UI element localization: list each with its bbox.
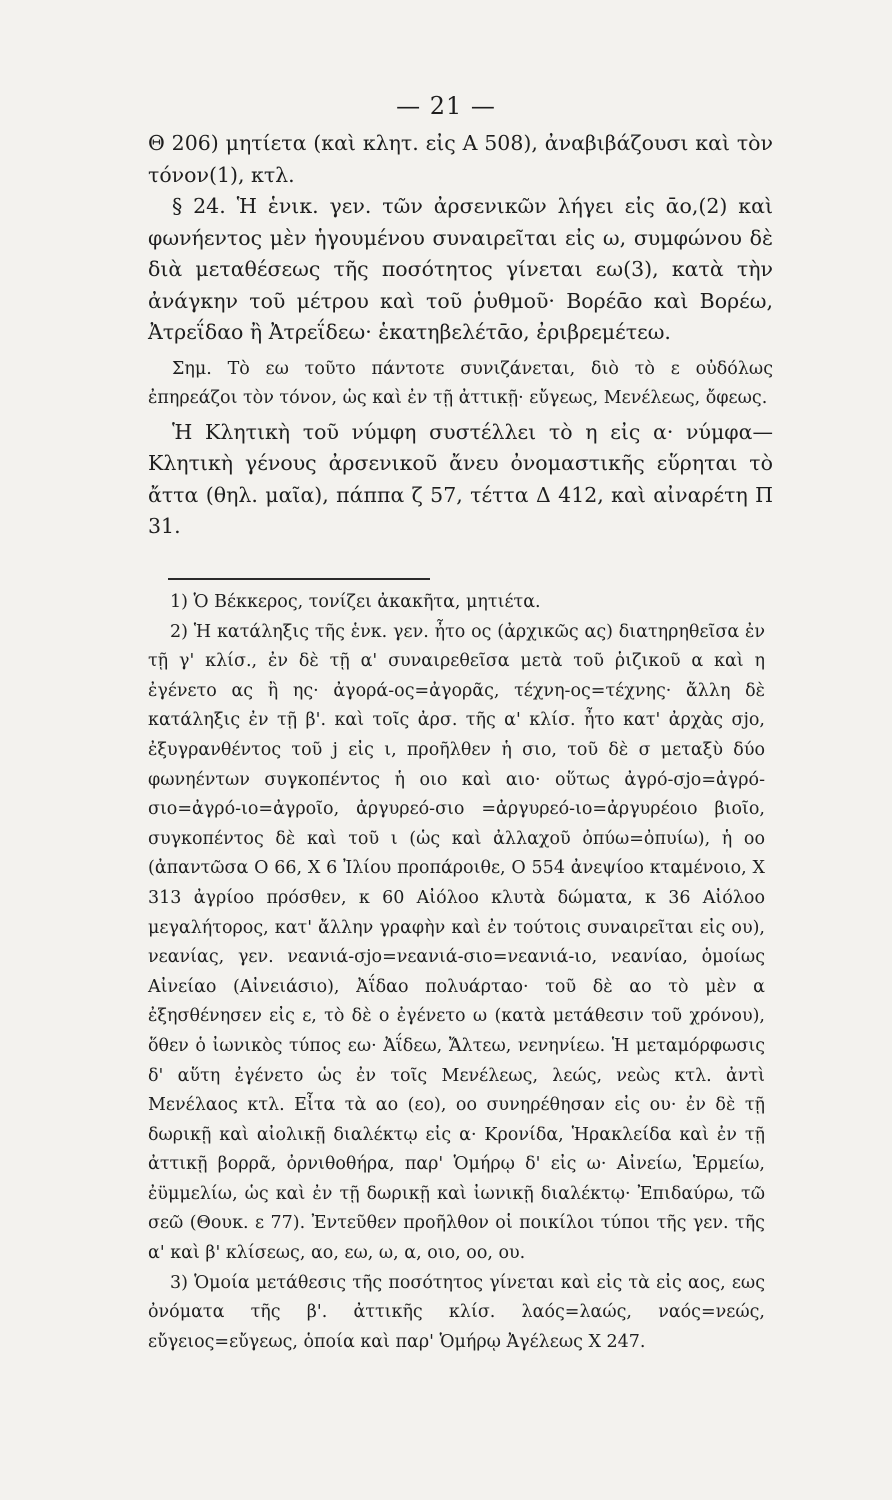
paragraph-vocative: Ἡ Κλητικὴ τοῦ νύμφη συστέλλει τὸ η εἰς α· νύμφα—Κλητικὴ γένους ἀρσενικοῦ ἄνευ ὀνομαστικῆς εὕρηται τὸ ἄττα (θηλ. μαῖα), πάππα ζ 57, τέττα Δ 412, καὶ αἰναρέτη Π 31. (148, 419, 773, 538)
paragraph-continuation: Θ 206) μητίετα (καὶ κλητ. εἰς Α 508), ἀναβιβάζουσι καὶ τὸν τόνον(1), κτλ. (148, 131, 773, 187)
footnote-3: 3) Ὁμοία μετάθεσις τῆς ποσότητος γίνεται καὶ εἰς τὰ εἰς αος, εως ὀνόματα τῆς β'. ἀττικῆς κλίσ. λαός=λαώς, ναός=νεώς, εὔγειος=εὔγεως, ὁποία καὶ παρ' Ὁμήρῳ Ἀγέλεως Χ 247. (148, 1272, 765, 1352)
page-number: — 21 — (396, 92, 496, 120)
footnote-1: 1) Ὁ Βέκκερος, τονίζει ἀκακῆτα, μητιέτα. (170, 592, 541, 612)
remark-paragraph: Σημ. Τὸ εω τοῦτο πάντοτε συνιζάνεται, διὸ τὸ ε οὐδόλως ἐπηρεάζοι τὸν τόνον, ὡς καὶ ἐν τῇ ἀττικῇ· εὔγεως, Μενέλεως, ὄφεως. (148, 358, 773, 408)
paragraph-section-24: § 24. Ἡ ἑνικ. γεν. τῶν ἀρσενικῶν λήγει εἰς ᾱο,(2) καὶ φωνήεντος μὲν ἡγουμένου συναιρεῖται εἰς ω, συμφώνου δὲ διὰ μεταθέσεως τῆς ποσότητος γίνεται εω(3), κατὰ τὴν ἀνάγκην τοῦ μέτρου καὶ τοῦ ῥυθμοῦ· Βορέᾱο καὶ Βορέω, Ἀτρεΐδαο ἢ Ἀτρεΐδεω· ἑκατηβελέτᾱο, ἐριβρεμέτεω. (148, 194, 773, 344)
footnote-rule (168, 578, 430, 580)
footnote-2: 2) Ἡ κατάληξις τῆς ἑνκ. γεν. ἦτο ος (ἀρχικῶς ας) διατηρηθεῖσα ἐν τῇ γ' κλίσ., ἐν δὲ τῇ α' συναιρεθεῖσα μετὰ τοῦ ῥιζικοῦ α καὶ η ἐγένετο ας ἢ ης· ἀγορά-ος=ἀγορᾶς, τέχνη-ος=τέχνης· ἄλλη δὲ κατάληξις ἐν τῇ β'. καὶ τοῖς ἀρσ. τῆς α' κλίσ. ἦτο κατ' ἀρχὰς σjο, ἐξυγρανθέντος τοῦ j εἰς ι, προῆλθεν ἡ σιο, τοῦ δὲ σ μεταξὺ δύο φωνηέντων συγκοπέντος ἡ οιο καὶ αιο· οὕτως ἀγρό-σjο=ἀγρό-σιο=ἀγρό-ιο=ἀγροῖο, ἀργυρεό-σιο =ἀργυρεό-ιο=ἀργυρέοιο βιοῖο, συγκοπέντος δὲ καὶ τοῦ ι (ὡς καὶ ἀλλαχοῦ ὀπύω=ὀπυίω), ἡ οο (ἀπαντῶσα Ο 66, Χ 6 Ἰλίου προπάροιθε, Ο 554 ἀνεψίοο κταμένοιο, Χ 313 ἀγρίοο πρόσθεν, κ 60 Αἰόλοο κλυτὰ δώματα, κ 36 Αἰόλοο μεγαλήτορος, κατ' ἄλλην γραφὴν καὶ ἐν τούτοις συναιρεῖται εἰς ου), νεανίας, γεν. νεανιά-σjο=νεανιά-σιο=νεανιά-ιο, νεανίαο, ὁμοίως Αἰνείαο (Αἰνειάσιο), Ἀΐδαο πολυάρταο· τοῦ δὲ αο τὸ μὲν α ἐξησθένησεν εἰς ε, τὸ δὲ ο ἐγένετο ω (κατὰ μετάθεσιν τοῦ χρόνου), ὅθεν ὁ ἰωνικὸς τύπος εω· Ἀΐδεω, Ἄλτεω, νενηνίεω. Ἡ μεταμόρφωσις δ' αὕτη ἐγένετο ὡς ἐν τοῖς Μενέλεως, λεώς, νεὼς κτλ. ἀντὶ Μενέλαος κτλ. Εἶτα τὰ αο (εο), οο συνηρέθησαν εἰς ου· ἐν δὲ τῇ δωρικῇ καὶ αἰολικῇ διαλέκτῳ εἰς α· Κρονίδα, Ἡρακλείδα καὶ ἐν τῇ ἀττικῇ βορρᾶ, ὀρνιθοθήρα, παρ' Ὁμήρῳ δ' εἰς ω· Αἰνείω, Ἑρμείω, ἐϋμμελίω, ὡς καὶ ἐν τῇ δωρικῇ καὶ ἰωνικῇ διαλέκτῳ· Ἐπιδαύρω, τῶ σεῶ (Θουκ. ε 77). Ἐντεῦθεν προῆλθον οἱ ποικίλοι τύποι τῆς γεν. τῆς α' καὶ β' κλίσεως, αο, εω, ω, α, οιο, οο, ου. (148, 621, 765, 1264)
footnotes (148, 588, 765, 1357)
main-text (148, 128, 773, 543)
